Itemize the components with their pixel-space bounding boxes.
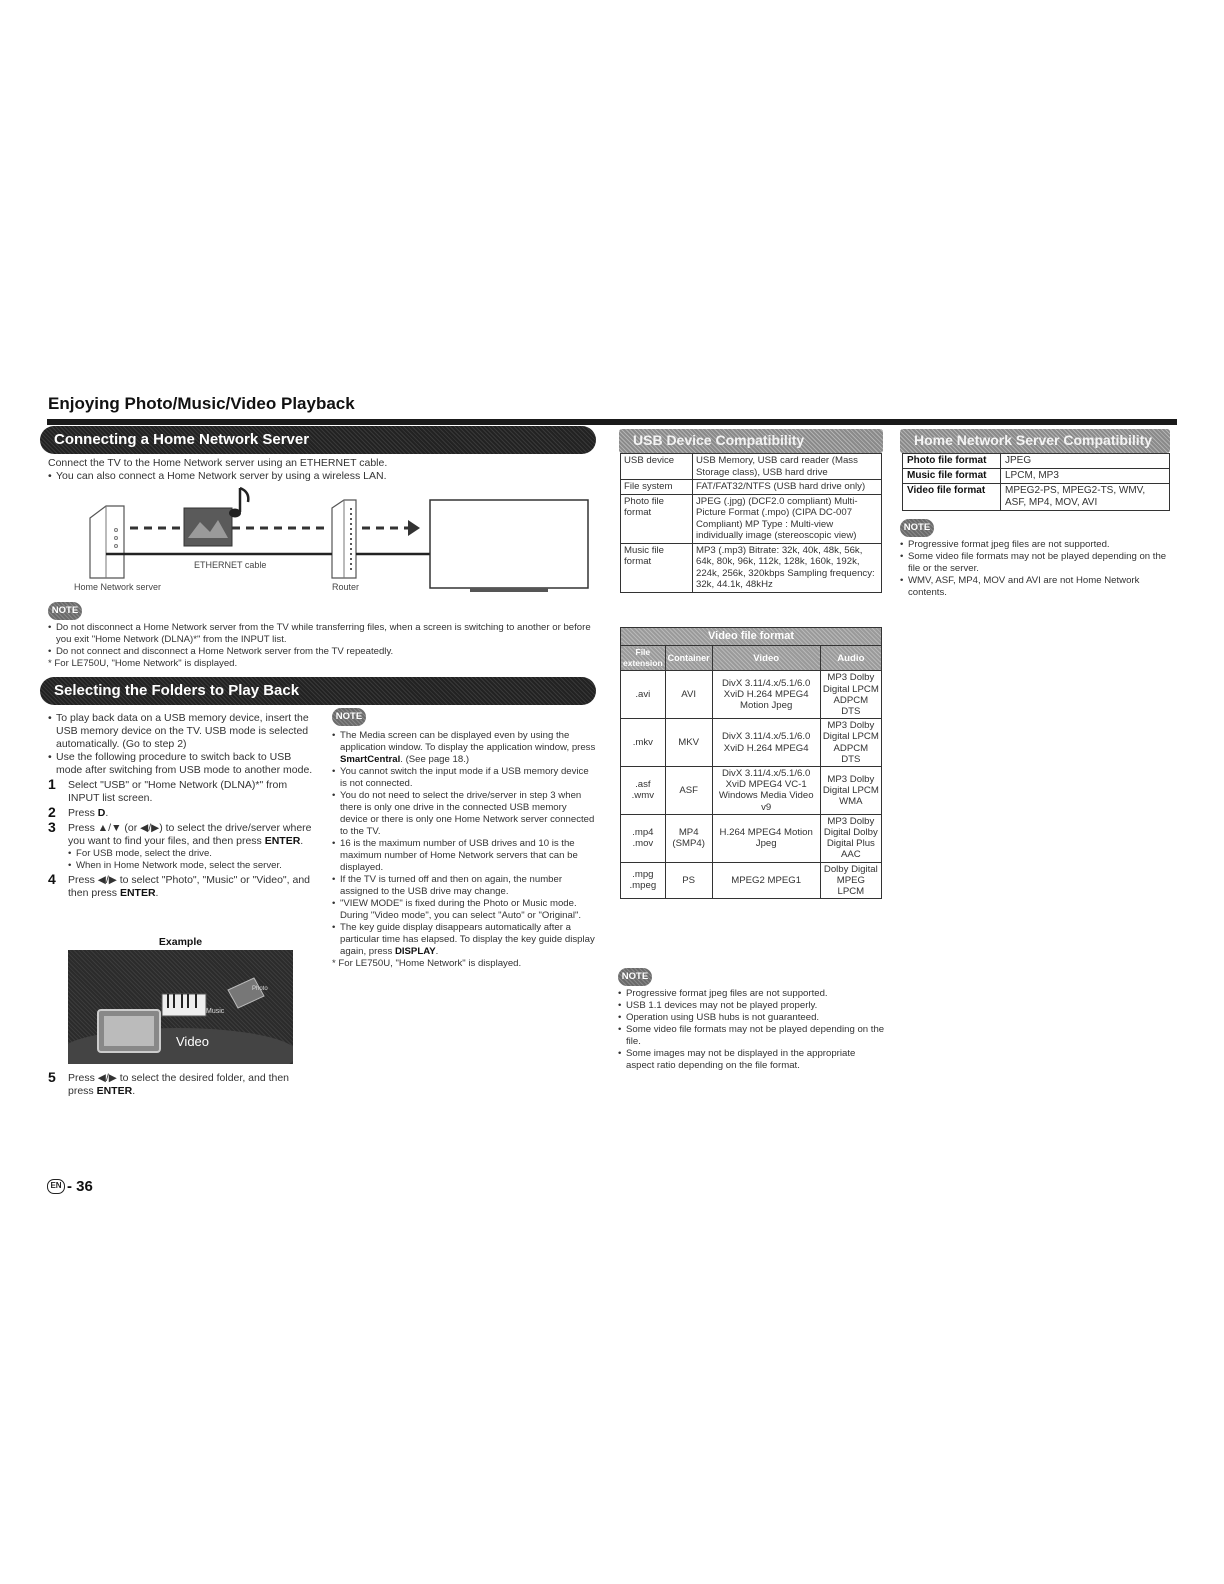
router-label: Router bbox=[332, 582, 360, 592]
table-row bbox=[621, 862, 882, 899]
connect-note-1: • Do not disconnect a Home Network server from the TV while transferring files, when a screen is switching to another or before you exit "Home Network (DLNA)*" from the INPUT list. bbox=[48, 622, 600, 646]
title-rule bbox=[47, 419, 1177, 425]
video-header-ext: File extension bbox=[621, 646, 666, 671]
homenet-row-value: LPCM, MP3 bbox=[1001, 469, 1170, 484]
table-row bbox=[621, 719, 882, 767]
homenet-notes bbox=[900, 539, 1170, 599]
video-cell-ext: .avi bbox=[621, 671, 666, 719]
step-5-key: ENTER bbox=[96, 1085, 133, 1097]
step-3-key: ENTER bbox=[264, 835, 301, 847]
homenet-row-label: Photo file format bbox=[903, 454, 1001, 469]
folders-notes bbox=[332, 730, 596, 970]
table-row bbox=[903, 454, 1170, 469]
homenet-note-badge: NOTE bbox=[900, 519, 934, 537]
table-row bbox=[903, 469, 1170, 484]
tv-stand bbox=[470, 588, 548, 592]
cable-label: ETHERNET cable bbox=[194, 560, 267, 570]
connect-note-2: • Do not connect and disconnect a Home Network server from the TV repeatedly. bbox=[48, 646, 600, 658]
usb-row-label: Photo file format bbox=[621, 494, 693, 543]
video-cell-ext: .mpg .mpeg bbox=[621, 862, 666, 899]
folders-note-7-key: DISPLAY bbox=[394, 946, 436, 957]
usb-row-label: Music file format bbox=[621, 543, 693, 592]
usb-row-value: USB Memory, USB card reader (Mass Storage class), USB hard drive bbox=[693, 454, 882, 480]
step-1 bbox=[48, 776, 316, 805]
video-table-caption: Video file format bbox=[621, 628, 882, 646]
step-2 bbox=[48, 804, 316, 820]
video-header-video: Video bbox=[712, 646, 820, 671]
lang-badge: EN bbox=[47, 1179, 65, 1194]
video-format-table bbox=[620, 627, 882, 899]
step-5-block bbox=[48, 1069, 316, 1098]
video-header-row bbox=[621, 646, 882, 671]
folders-note-7 bbox=[332, 922, 596, 958]
video-cell-container: MKV bbox=[665, 719, 712, 767]
step-3-post: . bbox=[300, 835, 304, 847]
step-3-sub-1: • For USB mode, select the drive. bbox=[48, 848, 316, 860]
usb-row bbox=[621, 543, 882, 592]
folders-note-1 bbox=[332, 730, 596, 766]
video-header-container: Container bbox=[665, 646, 712, 671]
folders-note-7-post: . bbox=[435, 946, 439, 957]
folders-note-3: • You do not need to select the drive/server in step 3 when there is only one drive in the connected USB memory device or there is only one Home Network server connected to the TV. bbox=[332, 790, 596, 838]
folders-note-1-pre: The Media screen can be displayed even by using the application window. To display the application window, press bbox=[340, 730, 596, 753]
folders-note-6: • "VIEW MODE" is fixed during the Photo or Music mode. During "Video mode", you can select "Auto" or "Original". bbox=[332, 898, 596, 922]
video-folder-screen bbox=[104, 1016, 154, 1046]
server-label: Home Network server bbox=[74, 582, 162, 592]
homenet-note-2: • Some video file formats may not be played depending on the file or the server. bbox=[900, 551, 1170, 575]
step-3-number: 3 bbox=[48, 819, 56, 835]
connect-bullet: • You can also connect a Home Network server by using a wireless LAN. bbox=[48, 470, 598, 483]
connect-footnote: * For LE750U, "Home Network" is displayed. bbox=[48, 658, 238, 669]
music-note-head bbox=[229, 509, 241, 518]
usb-row bbox=[621, 494, 882, 543]
homenet-note-1: • Progressive format jpeg files are not supported. bbox=[900, 539, 1170, 551]
step-4-number: 4 bbox=[48, 871, 56, 887]
homenet-heading: Home Network Server Compatibility bbox=[900, 429, 1170, 453]
connection-diagram bbox=[72, 478, 592, 598]
video-cell-audio: MP3 Dolby Digital LPCM WMA bbox=[820, 767, 881, 815]
step-2-number: 2 bbox=[48, 804, 56, 820]
video-cell-container: AVI bbox=[665, 671, 712, 719]
usb-note-5: • Some images may not be displayed in the appropriate aspect ratio depending on the file format. bbox=[618, 1048, 886, 1072]
video-header-audio: Audio bbox=[820, 646, 881, 671]
connect-intro: Connect the TV to the Home Network server using an ETHERNET cable. bbox=[48, 457, 388, 469]
step-1-text: Select "USB" or "Home Network (DLNA)*" from INPUT list screen. bbox=[68, 779, 288, 804]
video-caption-row bbox=[621, 628, 882, 646]
usb-table bbox=[620, 453, 882, 593]
folders-note-5: • If the TV is turned off and then on again, the number assigned to the USB drive may change. bbox=[332, 874, 596, 898]
step-5 bbox=[48, 1069, 316, 1098]
table-row bbox=[903, 484, 1170, 511]
example-label: Example bbox=[158, 936, 203, 948]
video-cell-audio: Dolby Digital MPEG LPCM bbox=[820, 862, 881, 899]
page-number-text: - 36 bbox=[67, 1178, 93, 1195]
connect-heading: Connecting a Home Network Server bbox=[40, 426, 596, 454]
folders-bullet-1: • To play back data on a USB memory device, insert the USB memory device on the TV. USB mode is selected automatically. (Go to step 2) bbox=[48, 712, 316, 751]
folders-note-7-pre: The key guide display disappears automatically after a particular time has elapsed. To display the key guide display again, press bbox=[340, 922, 595, 957]
step-2-post: . bbox=[105, 807, 109, 819]
table-row bbox=[621, 814, 882, 862]
usb-note-4: • Some video file formats may not be played depending on the file. bbox=[618, 1024, 886, 1048]
step-4-pre: Press ◀/▶ to select "Photo", "Music" or "Video", and then press bbox=[68, 874, 311, 899]
step-5-number: 5 bbox=[48, 1069, 56, 1085]
step-4-key: ENTER bbox=[119, 887, 156, 899]
usb-notes bbox=[618, 988, 886, 1072]
step-1-number: 1 bbox=[48, 776, 56, 792]
step-3 bbox=[48, 819, 316, 848]
homenet-table bbox=[902, 453, 1170, 511]
folders-note-1-post: . (See page 18.) bbox=[400, 754, 470, 765]
folders-footnote: * For LE750U, "Home Network" is displayed. bbox=[332, 958, 522, 969]
example-screenshot bbox=[68, 950, 293, 1064]
video-cell-ext: .asf .wmv bbox=[621, 767, 666, 815]
photo-thumbnail-icon bbox=[184, 508, 232, 546]
usb-row bbox=[621, 454, 882, 480]
usb-note-3: • Operation using USB hubs is not guaranteed. bbox=[618, 1012, 886, 1024]
table-row bbox=[621, 767, 882, 815]
homenet-row-label: Video file format bbox=[903, 484, 1001, 511]
step-4 bbox=[48, 871, 316, 900]
video-cell-video: DivX 3.11/4.x/5.1/6.0 XviD H.264 MPEG4 bbox=[712, 719, 820, 767]
video-cell-container: MP4 (SMP4) bbox=[665, 814, 712, 862]
video-cell-audio: MP3 Dolby Digital LPCM ADPCM DTS bbox=[820, 719, 881, 767]
table-row bbox=[621, 671, 882, 719]
tv-icon bbox=[430, 500, 588, 588]
video-cell-video: DivX 3.11/4.x/5.1/6.0 XviD MPEG4 VC-1 Windows Media Video v9 bbox=[712, 767, 820, 815]
step-2-key: D bbox=[97, 807, 106, 819]
step-3-sub-2: • When in Home Network mode, select the server. bbox=[48, 860, 316, 872]
usb-row-value: FAT/FAT32/NTFS (USB hard drive only) bbox=[693, 480, 882, 495]
video-cell-container: PS bbox=[665, 862, 712, 899]
video-cell-ext: .mkv bbox=[621, 719, 666, 767]
server-icon bbox=[90, 506, 124, 578]
folders-note-4: • 16 is the maximum number of USB drives and 10 is the maximum number of Home Network servers that can be displayed. bbox=[332, 838, 596, 874]
folders-note-1-key: SmartCentral bbox=[340, 754, 401, 765]
homenet-note-3: • WMV, ASF, MP4, MOV and AVI are not Home Network contents. bbox=[900, 575, 1170, 599]
usb-row-label: File system bbox=[621, 480, 693, 495]
connect-notes bbox=[48, 622, 600, 670]
usb-note-2: • USB 1.1 devices may not be played properly. bbox=[618, 1000, 886, 1012]
step-3-pre: Press ▲/▼ (or ◀/▶) to select the drive/server where you want to find your files, and then press bbox=[68, 822, 312, 847]
usb-row bbox=[621, 480, 882, 495]
folders-left-column bbox=[48, 712, 316, 900]
connect-note-badge: NOTE bbox=[48, 602, 82, 620]
folders-heading: Selecting the Folders to Play Back bbox=[40, 677, 596, 705]
diagram-svg bbox=[72, 478, 592, 598]
usb-row-value: JPEG (.jpg) (DCF2.0 compliant) Multi-Picture Format (.mpo) (CIPA DC-007 Compliant) MP Type : Multi-view individually image (stereoscopic view) bbox=[693, 494, 882, 543]
step-5-post: . bbox=[132, 1085, 136, 1097]
usb-row-label: USB device bbox=[621, 454, 693, 480]
homenet-row-value: MPEG2-PS, MPEG2-TS, WMV, ASF, MP4, MOV, AVI bbox=[1001, 484, 1170, 511]
arrow-icon bbox=[408, 520, 420, 536]
homenet-row-label: Music file format bbox=[903, 469, 1001, 484]
step-2-pre: Press bbox=[68, 807, 98, 819]
usb-heading: USB Device Compatibility bbox=[619, 429, 883, 453]
example-video-label: Video bbox=[176, 1034, 210, 1049]
homenet-row-value: JPEG bbox=[1001, 454, 1170, 469]
video-cell-container: ASF bbox=[665, 767, 712, 815]
video-cell-audio: MP3 Dolby Digital LPCM ADPCM DTS bbox=[820, 671, 881, 719]
usb-note-badge: NOTE bbox=[618, 968, 652, 986]
photo-folder-icon bbox=[228, 978, 264, 1008]
step-5-pre: Press ◀/▶ to select the desired folder, and then press bbox=[68, 1072, 290, 1097]
example-music-label: Music bbox=[206, 1008, 225, 1015]
usb-row-value: MP3 (.mp3) Bitrate: 32k, 40k, 48k, 56k, 64k, 80k, 96k, 112k, 128k, 160k, 192k, 224k, 256k, 320kbps Sampling frequency: 32k, 44.1k, 48kHz bbox=[693, 543, 882, 592]
page-title: Enjoying Photo/Music/Video Playback bbox=[48, 394, 355, 413]
folders-bullet-2: • Use the following procedure to switch back to USB mode after switching from USB mode to another mode. bbox=[48, 751, 316, 777]
folders-note-badge: NOTE bbox=[332, 708, 366, 726]
page-number bbox=[47, 1178, 93, 1195]
folders-note-2: • You cannot switch the input mode if a USB memory device is not connected. bbox=[332, 766, 596, 790]
video-cell-ext: .mp4 .mov bbox=[621, 814, 666, 862]
example-photo-label: Photo bbox=[252, 986, 268, 992]
video-cell-video: DivX 3.11/4.x/5.1/6.0 XviD H.264 MPEG4 Motion Jpeg bbox=[712, 671, 820, 719]
step-4-post: . bbox=[155, 887, 159, 899]
usb-note-1: • Progressive format jpeg files are not supported. bbox=[618, 988, 886, 1000]
video-cell-video: H.264 MPEG4 Motion Jpeg bbox=[712, 814, 820, 862]
video-cell-video: MPEG2 MPEG1 bbox=[712, 862, 820, 899]
video-cell-audio: MP3 Dolby Digital Dolby Digital Plus AAC bbox=[820, 814, 881, 862]
